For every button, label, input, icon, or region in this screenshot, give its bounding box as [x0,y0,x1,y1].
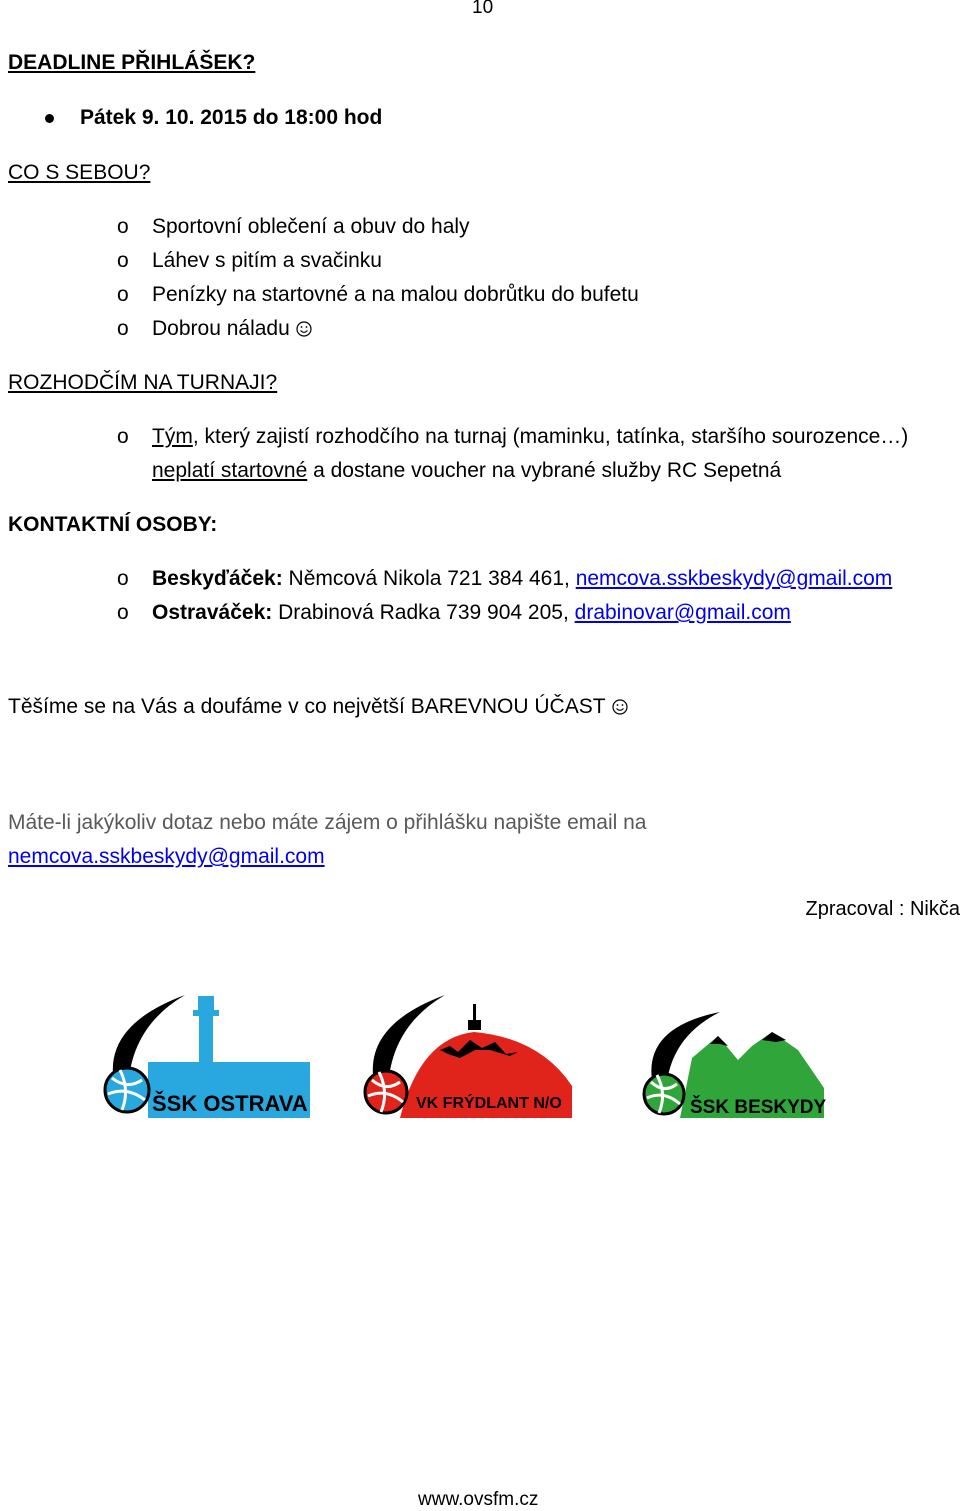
deadline-item: Pátek 9. 10. 2015 do 18:00 hod [80,106,383,129]
closing-sentence: Těšíme se na Vás a doufáme v co největší BAREVNOU ÚČAST [8,695,606,718]
referee-line-1-text: , který zajistí rozhodčího na turnaj (maminku, tatínka, staršího sourozence…) [192,425,909,448]
bring-item: Sportovní oblečení a obuv do haly [152,215,470,238]
bring-heading: CO S SEBOU? [8,161,151,184]
list-marker: o [117,283,129,306]
logo-beskydy-text: ŠSK BESKYDY [690,1097,827,1118]
footer-url[interactable]: www.ovsfm.cz [418,1489,539,1510]
logo-frydlant-text: VK FRÝDLANT N/O [416,1095,562,1112]
referee-line-1 [152,424,908,450]
logo-ssk-ostrava [90,990,310,1120]
list-marker: o [117,215,129,238]
referee-heading: ROZHODČÍM NA TURNAJI? [8,371,278,394]
list-marker: o [117,567,129,590]
logo-ssk-beskydy [630,990,830,1120]
bullet-dot [45,114,54,123]
smiley-icon [612,699,628,715]
logo-vk-frydlant [350,990,575,1120]
list-marker: o [117,249,129,272]
referee-free-fee: neplatí startovné [152,459,308,482]
list-marker: o [117,317,129,340]
smiley-icon [296,321,312,337]
referee-line-2-text: a dostane voucher na vybrané služby RC Sepetná [307,459,782,482]
question-text: Máte-li jakýkoliv dotaz nebo máte zájem o přihlášku napište email na [8,811,647,834]
contact-item [152,600,791,626]
bring-item-text: Dobrou náladu [152,317,290,340]
referee-line-2 [152,458,781,484]
deadline-heading: DEADLINE PŘIHLÁŠEK? [8,51,256,74]
logo-ostrava-text: ŠSK OSTRAVA [152,1091,308,1116]
contact-email-link[interactable]: nemcova.sskbeskydy@gmail.com [575,567,893,590]
contact-item [152,566,892,592]
list-marker: o [117,601,129,624]
list-marker: o [117,425,129,448]
contacts-heading: KONTAKTNÍ OSOBY: [8,513,218,536]
contact-email-link[interactable]: drabinovar@gmail.com [574,601,791,624]
page-number: 10 [472,0,494,18]
contact-label: Ostraváček: [152,601,273,624]
bring-item: Láhev s pitím a svačinku [152,249,382,272]
contact-text: Němcová Nikola 721 384 461, [282,567,576,590]
bring-item: Penízky na startovné a na malou dobrůtku do bufetu [152,283,639,306]
author-signature: Zpracoval : Nikča [805,898,960,920]
bring-item [152,316,312,342]
referee-team-word: Tým [152,425,193,448]
closing-text [8,694,628,720]
contact-text: Drabinová Radka 739 904 205, [272,601,575,624]
question-email-link[interactable]: nemcova.sskbeskydy@gmail.com [8,845,325,868]
contact-label: Beskyďáček: [152,567,283,590]
